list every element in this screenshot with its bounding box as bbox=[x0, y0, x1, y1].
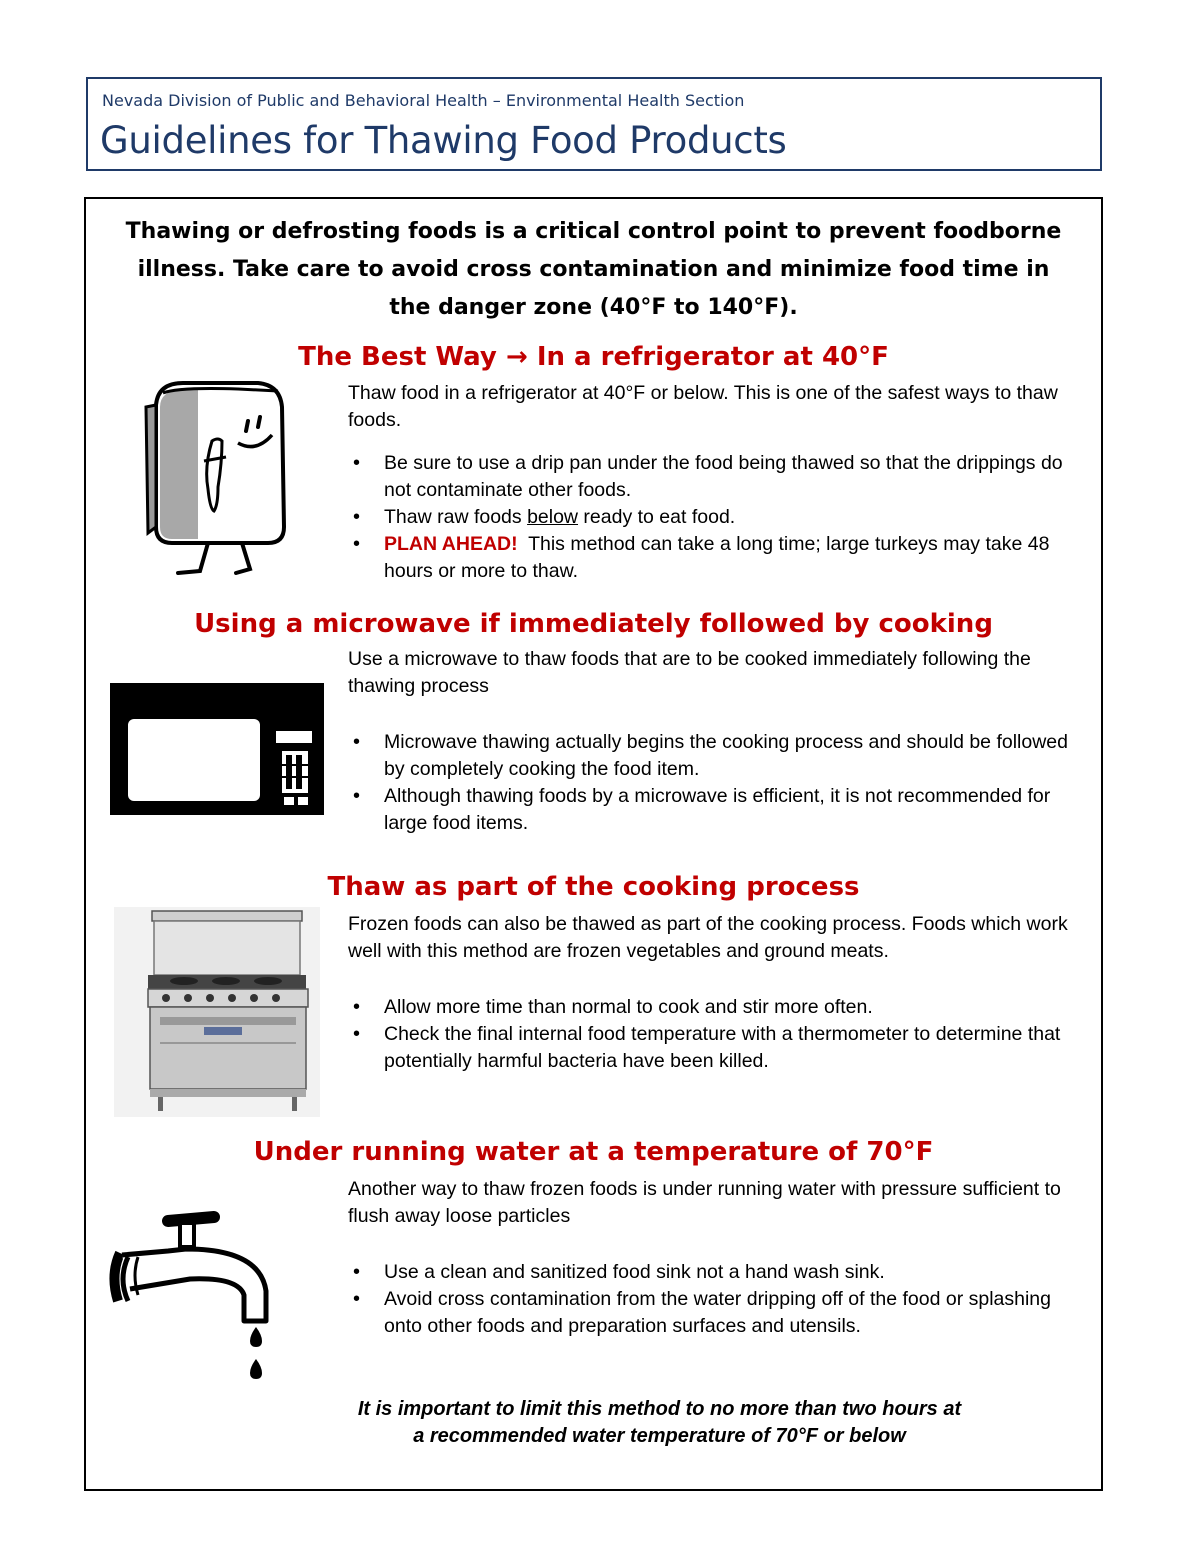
note-line-2: a recommended water temperature of 70°F or below bbox=[413, 1425, 906, 1447]
list-item bbox=[348, 504, 1078, 531]
water-heading: Under running water at a temperature of 70°F bbox=[253, 1137, 934, 1167]
cooking-body bbox=[348, 911, 1078, 1075]
header-box bbox=[86, 77, 1102, 171]
bullet-text: Use a clean and sanitized food sink not a hand wash sink. bbox=[384, 1261, 885, 1283]
underlined-word: below bbox=[527, 506, 579, 528]
microwave-heading: Using a microwave if immediately followed by cooking bbox=[194, 609, 993, 639]
list-item bbox=[348, 1286, 1078, 1340]
refrigerator-bullets bbox=[348, 450, 1078, 585]
page-title: Guidelines for Thawing Food Products bbox=[100, 119, 787, 162]
water-time-limit-note bbox=[86, 1396, 1101, 1450]
content-box bbox=[84, 197, 1103, 1491]
bullet-text: Microwave thawing actually begins the cooking process and should be followed by completely cooking the food item. bbox=[384, 731, 1068, 780]
refrigerator-heading-part-a: The Best Way bbox=[298, 342, 497, 372]
refrigerator-intro: Thaw food in a refrigerator at 40°F or below. This is one of the safest ways to thaw foods. bbox=[348, 382, 1058, 431]
note-line-1: It is important to limit this method to no more than two hours at bbox=[357, 1398, 962, 1420]
cooking-bullets bbox=[348, 994, 1078, 1075]
bullet-text: Allow more time than normal to cook and stir more often. bbox=[384, 996, 873, 1018]
microwave-icon bbox=[108, 681, 326, 817]
microwave-intro: Use a microwave to thaw foods that are to be cooked immediately following the thawing process bbox=[348, 648, 1031, 697]
refrigerator-body bbox=[348, 380, 1078, 585]
bullet-text: Thaw raw foods bbox=[384, 506, 528, 528]
list-item bbox=[348, 1259, 1078, 1286]
cooking-heading: Thaw as part of the cooking process bbox=[327, 872, 860, 902]
water-bullets bbox=[348, 1259, 1078, 1340]
refrigerator-heading-part-b: In a refrigerator at 40°F bbox=[536, 342, 889, 372]
bullet-text: Be sure to use a drip pan under the food being thawed so that the drippings do not contaminate other foods. bbox=[384, 452, 1063, 501]
intro-line-3: the danger zone (40°F to 140°F). bbox=[389, 295, 798, 320]
refrigerator-icon bbox=[138, 377, 298, 577]
list-item bbox=[348, 531, 1078, 585]
microwave-body bbox=[348, 646, 1078, 837]
intro-line-1: Thawing or defrosting foods is a critical control point to prevent foodborne bbox=[125, 219, 1062, 244]
organization-name: Nevada Division of Public and Behavioral Health – Environmental Health Section bbox=[102, 91, 745, 110]
plan-ahead-label: PLAN AHEAD! bbox=[384, 533, 518, 555]
intro-line-2: illness. Take care to avoid cross contamination and minimize food time in bbox=[137, 257, 1050, 282]
list-item bbox=[348, 1021, 1078, 1075]
water-intro: Another way to thaw frozen foods is under running water with pressure sufficient to flush away loose particles bbox=[348, 1178, 1061, 1227]
stove-icon bbox=[114, 907, 320, 1117]
bullet-text: Although thawing foods by a microwave is efficient, it is not recommended for large food items. bbox=[384, 785, 1051, 834]
arrow-icon: → bbox=[505, 342, 528, 372]
refrigerator-heading bbox=[86, 342, 1101, 372]
bullet-text: ready to eat food. bbox=[578, 506, 736, 528]
list-item bbox=[348, 729, 1078, 783]
microwave-bullets bbox=[348, 729, 1078, 837]
list-item bbox=[348, 994, 1078, 1021]
list-item bbox=[348, 783, 1078, 837]
water-body bbox=[348, 1176, 1078, 1340]
cooking-intro: Frozen foods can also be thawed as part of the cooking process. Foods which work well with this method are frozen vegetables and ground meats. bbox=[348, 913, 1068, 962]
bullet-text: This method can take a long time; large turkeys may take 48 hours or more to thaw. bbox=[384, 533, 1055, 582]
bullet-text: Avoid cross contamination from the water dripping off of the food or splashing onto other foods and preparation surfaces and utensils. bbox=[384, 1288, 1051, 1337]
list-item bbox=[348, 450, 1078, 504]
intro-statement bbox=[86, 213, 1101, 327]
bullet-text: Check the final internal food temperature with a thermometer to determine that potentially harmful bacteria have been killed. bbox=[384, 1023, 1061, 1072]
faucet-icon bbox=[108, 1209, 278, 1384]
